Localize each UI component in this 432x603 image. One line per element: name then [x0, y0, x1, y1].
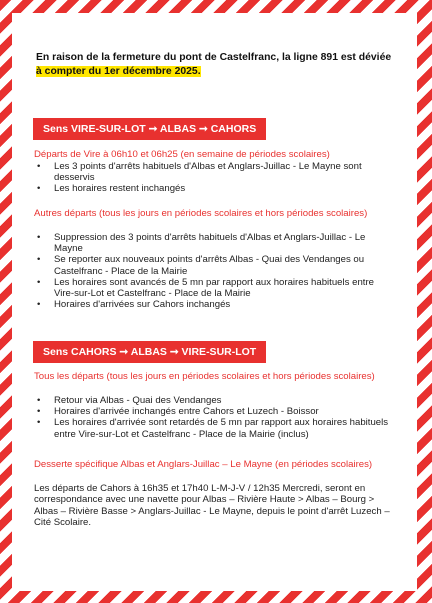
- bullet-icon: •: [37, 406, 41, 418]
- section-banner-cahors-to-vire: Sens CAHORS ➞ ALBAS ➞ VIRE-SUR-LOT: [33, 341, 266, 363]
- intro-text: En raison de la fermeture du pont de Castelfranc, la ligne 891 est déviée: [36, 52, 392, 63]
- section1-group2-list: [34, 232, 394, 310]
- intro-date-highlight: à compter du 1er décembre 2025.: [36, 66, 201, 77]
- bullet-icon: •: [37, 276, 41, 288]
- intro-paragraph: [36, 51, 396, 79]
- list-item: • Horaires d'arrivée inchangés entre Cahors et Luzech - Boissor: [37, 406, 319, 418]
- list-item: • Les horaires restent inchangés: [37, 183, 186, 195]
- bullet-icon: •: [37, 232, 41, 243]
- section2-group1-list: [34, 395, 394, 440]
- section-banner-vire-to-cahors: Sens VIRE-SUR-LOT ➞ ALBAS ➞ CAHORS: [33, 118, 266, 140]
- bullet-icon: •: [37, 299, 41, 311]
- section2-group1-title: Tous les départs (tous les jours en périodes scolaires et hors périodes scolaires): [34, 371, 375, 382]
- bullet-icon: •: [37, 417, 41, 429]
- bullet-icon: •: [37, 161, 41, 172]
- list-item: • Les 3 points d'arrêts habituels d'Albas et Anglars-Juillac - Le Mayne sont desservis: [37, 161, 362, 184]
- list-item: • Retour via Albas - Quai des Vendanges: [37, 395, 222, 406]
- list-item: • Les horaires d'arrivée sont retardés de 5 mn par rapport aux horaires habituels entre Vire-sur-Lot et Castelfranc - Place de la Mairie (inclus): [37, 417, 389, 440]
- section1-group1-list: [34, 161, 394, 195]
- bullet-icon: •: [37, 395, 41, 406]
- bullet-icon: •: [37, 254, 41, 266]
- list-item: • Suppression des 3 points d'arrêts habituels d'Albas et Anglars-Juillac - Le Mayne: [37, 232, 366, 255]
- section1-group2-title: Autres départs (tous les jours en périodes scolaires et hors périodes scolaires): [34, 208, 368, 219]
- list-item: • Les horaires sont avancés de 5 mn par rapport aux horaires habituels entre Vire-sur-Lot et Castelfranc - Place de la Mairie: [37, 276, 374, 300]
- section2-group2-title: Desserte spécifique Albas et Anglars-Juillac – Le Mayne (en périodes scolaires): [34, 459, 373, 470]
- section1-group1-title: Départs de Vire à 06h10 et 06h25 (en semaine de périodes scolaires): [34, 149, 330, 160]
- list-item: • Se reporter aux nouveaux points d'arrêts Albas - Quai des Vendanges ou Castelfranc - Place de la Mairie: [37, 254, 365, 277]
- list-item: • Horaires d'arrivées sur Cahors inchangés: [37, 299, 231, 311]
- bullet-icon: •: [37, 183, 41, 195]
- section2-group2-paragraph: Les départs de Cahors à 16h35 et 17h40 L-M-J-V / 12h35 Mercredi, seront en correspondance avec une navette pour Albas – Rivière Haute > Albas – Bourg > Albas – Rivière Basse > Anglars-Juillac - Le Mayne, depuis le point d'arrêt Luzech – Cité Scolaire.: [34, 483, 390, 529]
- notice-card: [12, 13, 417, 591]
